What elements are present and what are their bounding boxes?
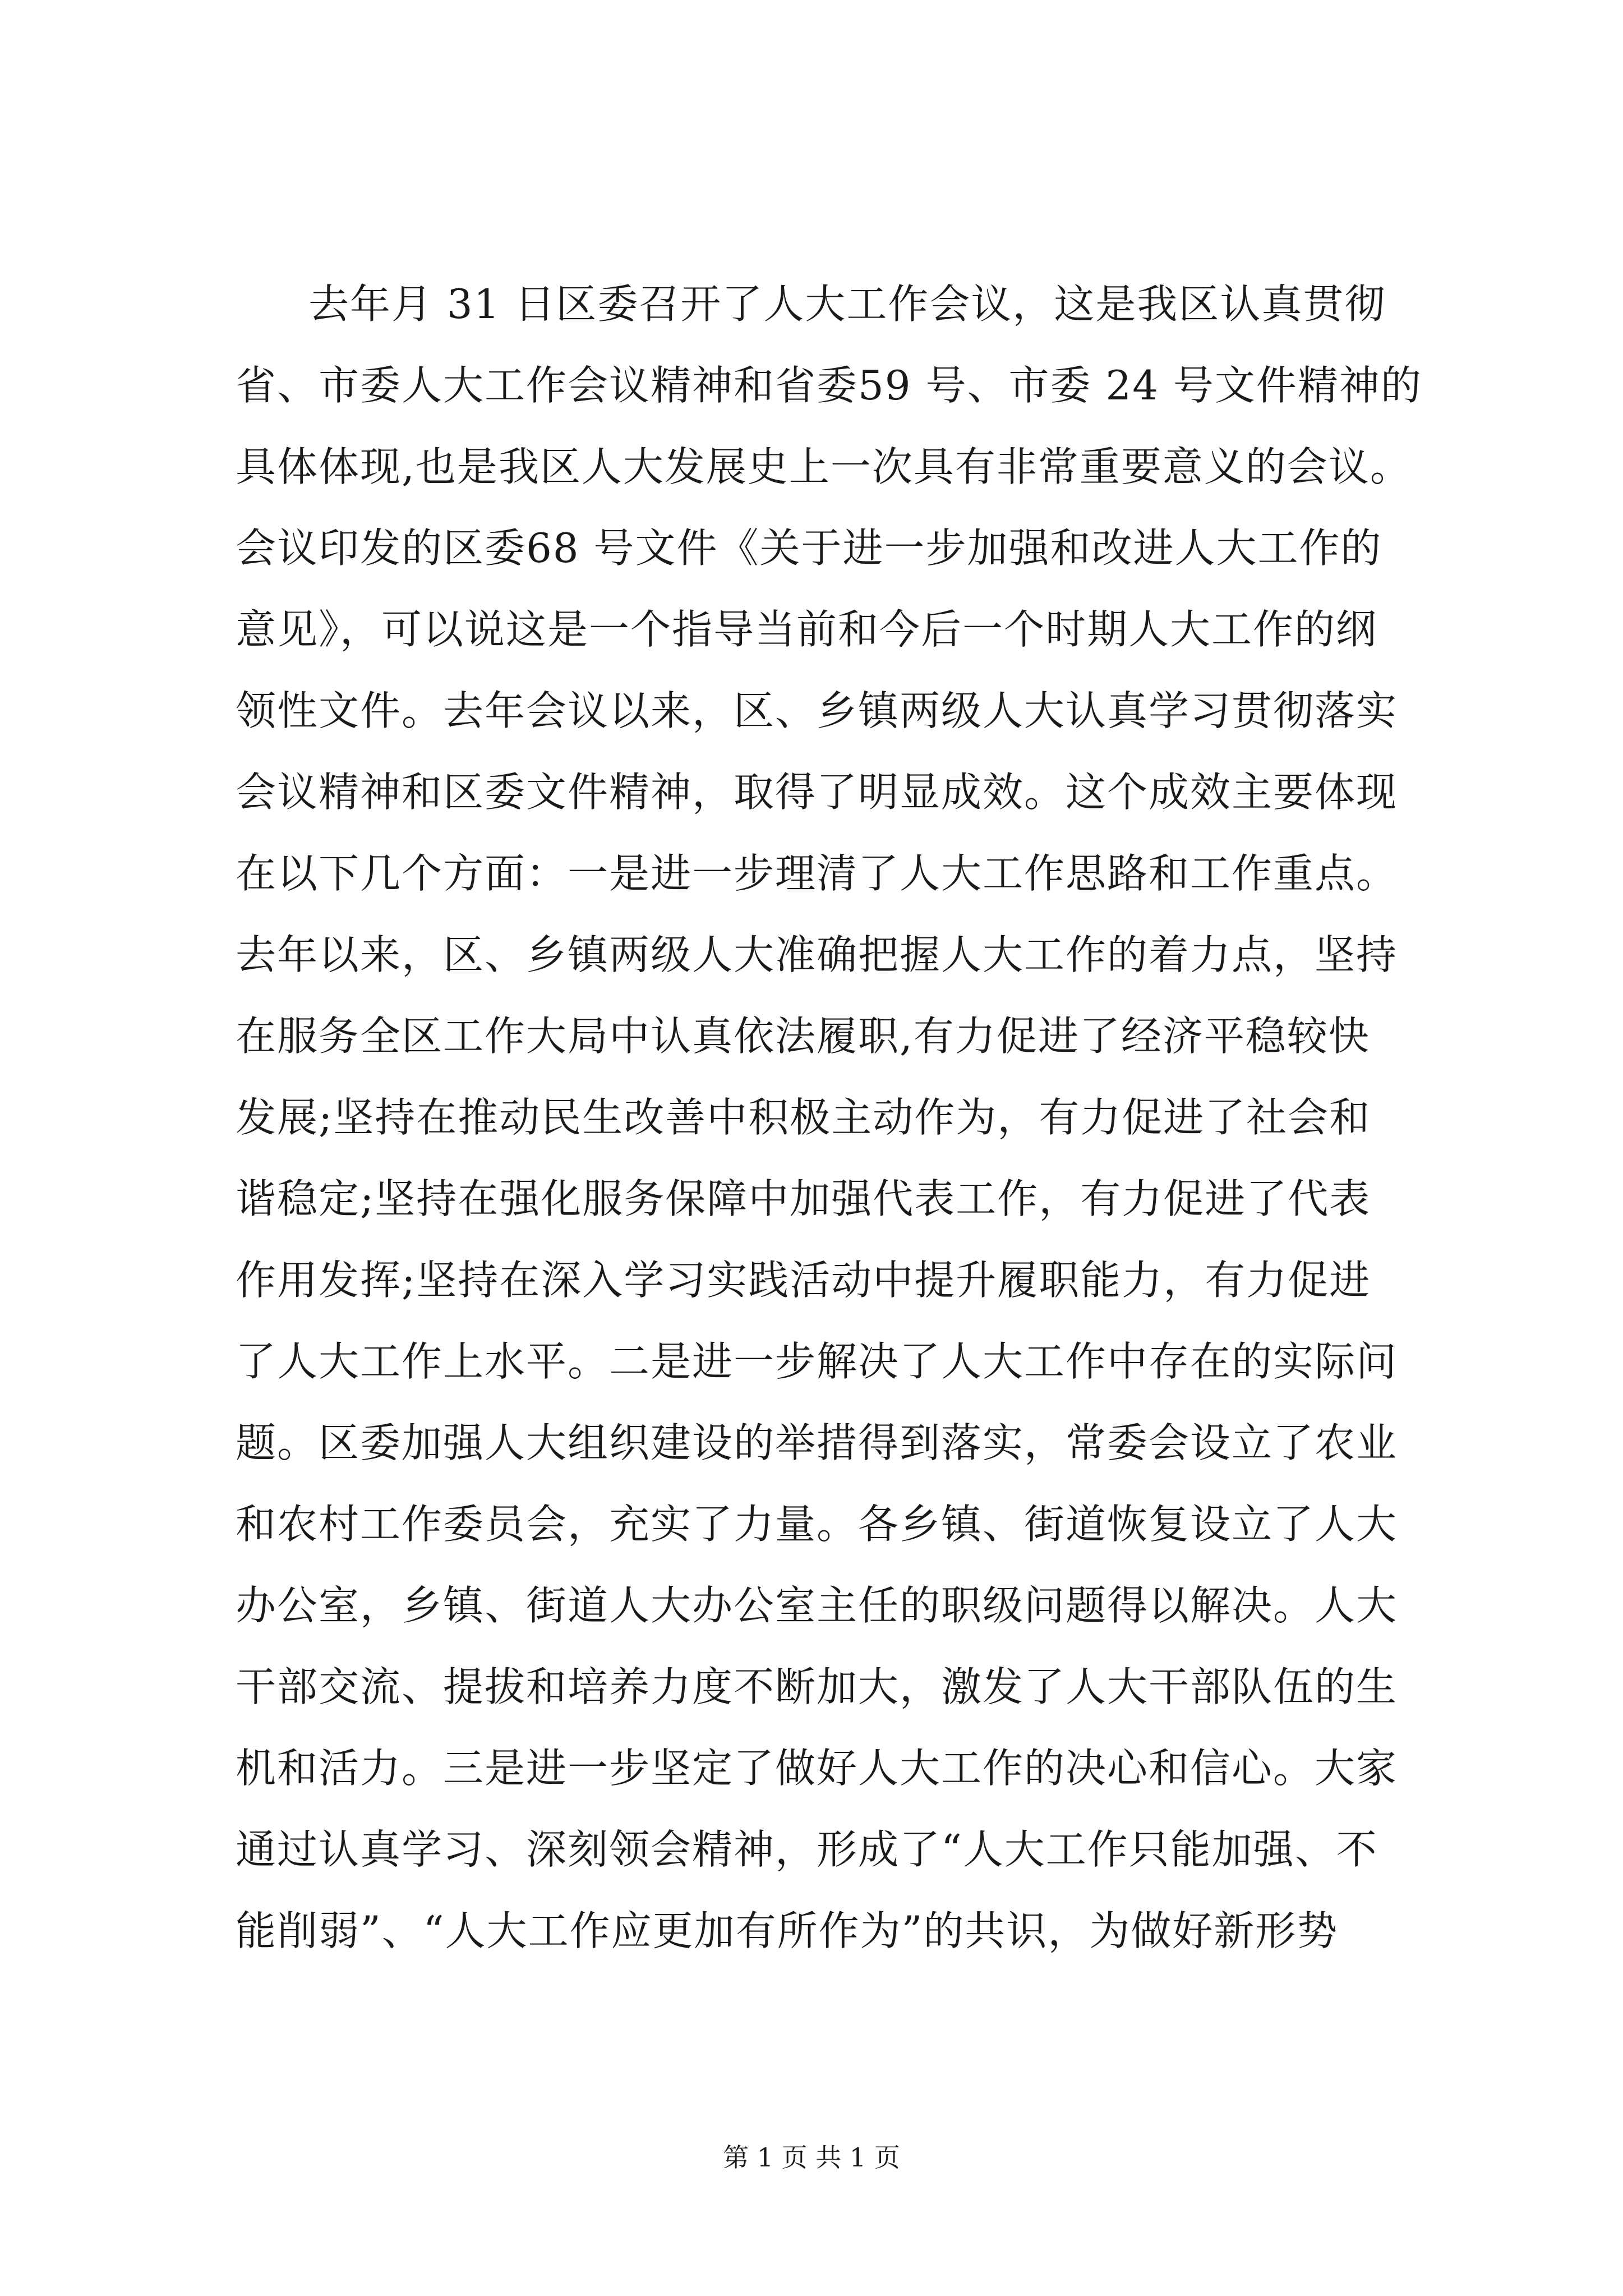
document-body (236, 264, 1469, 1972)
body-line: 办公室，乡镇、街道人大办公室主任的职级问题得以解决。人大 (236, 1582, 1398, 1629)
page-number-footer: 第 1 页 共 1 页 (723, 2142, 900, 2173)
body-line: 在以下几个方面：一是进一步理清了人大工作思路和工作重点。 (236, 850, 1398, 897)
body-line: 和农村工作委员会，充实了力量。各乡镇、街道恢复设立了人大 (236, 1501, 1398, 1548)
body-line: 干部交流、提拔和培养力度不断加大，激发了人大干部队伍的生 (236, 1663, 1398, 1710)
body-line: 领性文件。去年会议以来，区、乡镇两级人大认真学习贯彻落实 (236, 687, 1398, 734)
body-line: 发展;坚持在推动民生改善中积极主动作为，有力促进了社会和 (236, 1094, 1371, 1141)
body-line: 在服务全区工作大局中认真依法履职,有力促进了经济平稳较快 (236, 1013, 1370, 1060)
body-line: 题。区委加强人大组织建设的举措得到落实，常委会设立了农业 (236, 1419, 1398, 1466)
body-line: 意见》，可以说这是一个指导当前和今后一个时期人大工作的纲 (236, 606, 1378, 653)
body-line: 会议印发的区委68 号文件《关于进一步加强和改进人大工作的 (236, 524, 1382, 572)
body-line: 机和活力。三是进一步坚定了做好人大工作的决心和信心。大家 (236, 1745, 1398, 1792)
body-line: 具体体现,也是我区人大发展史上一次具有非常重要意义的会议。 (236, 443, 1412, 490)
body-line: 会议精神和区委文件精神，取得了明显成效。这个成效主要体现 (236, 769, 1398, 816)
body-line: 省、市委人大工作会议精神和省委59 号、市委 24 号文件精神的 (236, 362, 1422, 409)
body-line: 谐稳定;坚持在强化服务保障中加强代表工作，有力促进了代表 (236, 1175, 1371, 1222)
body-line: 去年以来，区、乡镇两级人大准确把握人大工作的着力点，坚持 (236, 931, 1398, 978)
body-line: 去年月 31 日区委召开了人大工作会议，这是我区认真贯彻 (308, 280, 1386, 328)
body-line: 通过认真学习、深刻领会精神，形成了“人大工作只能加强、不 (236, 1826, 1378, 1873)
body-line: 能削弱”、“人大工作应更加有所作为”的共识，为做好新形势 (236, 1907, 1339, 1954)
body-line: 了人大工作上水平。二是进一步解决了人大工作中存在的实际问 (236, 1338, 1398, 1385)
body-line: 作用发挥;坚持在深入学习实践活动中提升履职能力，有力促进 (236, 1257, 1371, 1304)
